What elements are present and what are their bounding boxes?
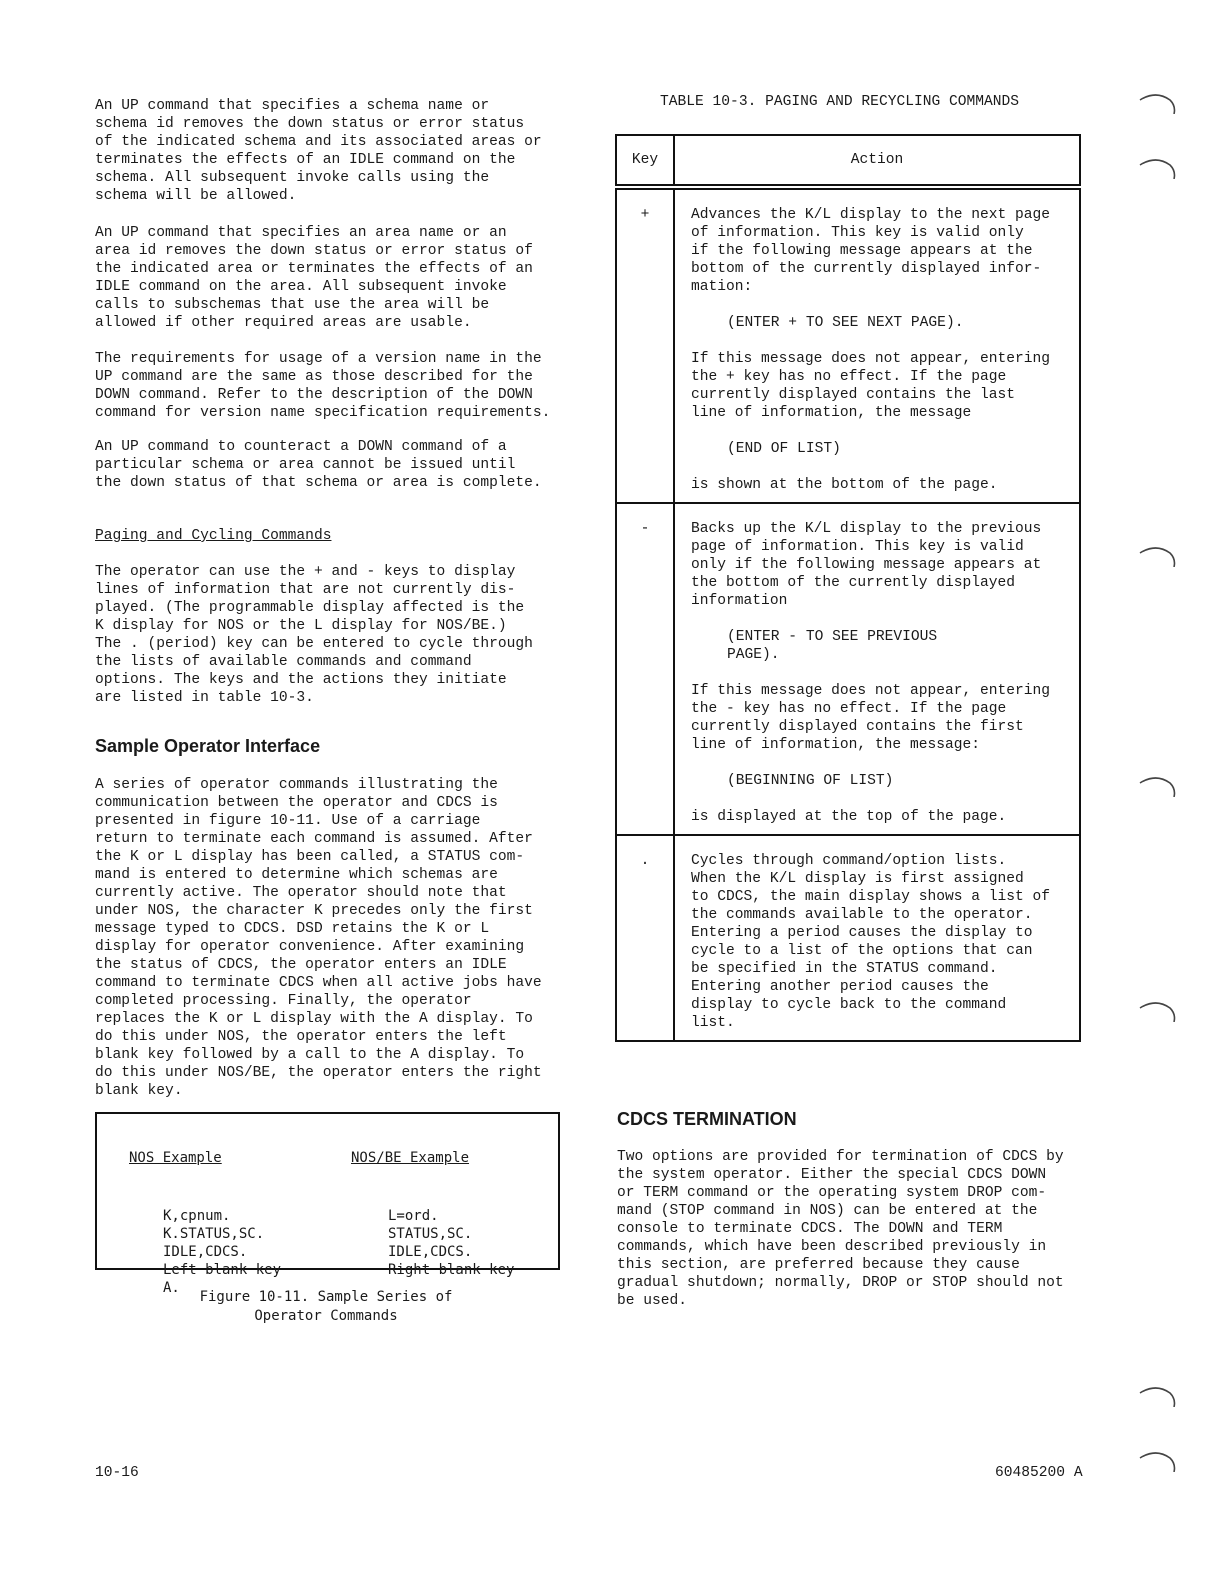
action-text: is displayed at the top of the page. <box>691 809 1007 825</box>
action-message: (BEGINNING OF LIST) <box>727 773 894 789</box>
action-message: (ENTER + TO SEE NEXT PAGE). <box>727 315 964 331</box>
action-text: If this message does not appear, entering the + key has no effect. If the page currently displayed contains the last line of information, the message <box>691 351 1051 421</box>
table-row <box>616 503 1080 835</box>
nosbe-example-heading: NOS/BE Example <box>351 1150 470 1166</box>
nos-example-heading: NOS Example <box>129 1150 222 1166</box>
paragraph-up-area: An UP command that specifies an area name or an area id removes the down status or error status of the indicated area or terminates the effects of an IDLE command on the area. All subsequent invoke calls to subschemas that use the area will be allowed if other required areas are usable. <box>95 225 533 331</box>
key-column-header: Key <box>616 135 674 187</box>
action-text: If this message does not appear, entering the - key has no effect. If the page currently displayed contains the first line of information, the message: <box>691 683 1051 753</box>
punch-hole-mark <box>1138 1385 1178 1407</box>
cdcs-termination-heading: CDCS TERMINATION <box>617 1109 797 1129</box>
punch-hole-mark <box>1138 92 1178 114</box>
commands-table <box>615 134 1081 1042</box>
action-message: (ENTER - TO SEE PREVIOUS PAGE). <box>727 629 938 663</box>
punch-hole-mark <box>1138 157 1178 179</box>
key-cell-period: . <box>616 835 674 1041</box>
action-text: Backs up the K/L display to the previous page of information. This key is valid only if the following message appears at the bottom of the currently displayed information <box>691 521 1042 609</box>
punch-hole-mark <box>1138 775 1178 797</box>
key-cell-plus: + <box>616 187 674 503</box>
paragraph-paging: The operator can use the + and - keys to display lines of information that are not currently dis- played. (The programmable display affected is the K display for NOS or the L display for NOS/BE.) The . (period) key can be entered to cycle through the lists of available commands and command options. The keys and the actions they initiate are listed in table 10-3. <box>95 564 533 706</box>
paragraph-version-name: The requirements for usage of a version name in the UP command are the same as those described for the DOWN command. Refer to the description of the DOWN command for version name specification requirements. <box>95 351 551 421</box>
figure-box <box>95 1112 560 1296</box>
action-message: (END OF LIST) <box>727 441 841 457</box>
punch-hole-mark <box>1138 1000 1178 1022</box>
sample-operator-heading: Sample Operator Interface <box>95 736 321 756</box>
nos-example-commands: K,cpnum. K.STATUS,SC. IDLE,CDCS. Left blank key A. <box>163 1208 282 1296</box>
nosbe-example <box>351 1131 514 1297</box>
document-number: 60485200 A <box>995 1465 1083 1481</box>
paragraph-up-schema: An UP command that specifies a schema name or schema id removes the down status or error status of the indicated schema and its associated areas or terminates the effects of an IDLE command on the schema. All subsequent invoke calls using the schema will be allowed. <box>95 98 542 204</box>
page-number: 10-16 <box>95 1465 139 1481</box>
punch-hole-mark <box>1138 545 1178 567</box>
action-text: is shown at the bottom of the page. <box>691 477 998 493</box>
action-cell-plus <box>674 187 1080 503</box>
table-title: TABLE 10-3. PAGING AND RECYCLING COMMANDS <box>660 94 1020 110</box>
paragraph-counteract-down: An UP command to counteract a DOWN command of a particular schema or area cannot be issued until the down status of that schema or area is complete. <box>95 439 542 491</box>
paging-heading: Paging and Cycling Commands <box>95 528 332 544</box>
paragraph-termination: Two options are provided for termination of CDCS by the system operator. Either the special CDCS DOWN or TERM command or the operating system DROP com- mand (STOP command in NOS) can be entered at the console to terminate CDCS. The DOWN and TERM commands, which have been described previously in this section, are preferred because they cause gradual shutdown; normally, DROP or STOP should not be used. <box>617 1149 1064 1309</box>
punch-hole-mark <box>1138 1450 1178 1472</box>
action-text: Advances the K/L display to the next page of information. This key is valid only if the following message appears at the bottom of the currently displayed infor- mation: <box>691 207 1051 295</box>
paragraph-sample: A series of operator commands illustrating the communication between the operator and CDCS is presented in figure 10-11. Use of a carriage return to terminate each command is assumed. After the K or L display has been called, a STATUS com- mand is entered to determine which schemas are currently active. The operator should note that under NOS, the character K precedes only the first message typed to CDCS. DSD retains the K or L display for operator convenience. After examining the status of CDCS, the operator enters an IDLE command to terminate CDCS when all active jobs have completed processing. Finally, the operator replaces the K or L display with the A display. To do this under NOS, the operator enters the left blank key followed by a call to the A display. To do this under NOS/BE, the operator enters the right blank key. <box>95 777 542 1099</box>
key-cell-minus: - <box>616 503 674 835</box>
action-column-header: Action <box>674 135 1080 187</box>
table-row <box>616 187 1080 503</box>
action-cell-period <box>674 835 1080 1041</box>
figure-caption: Figure 10-11. Sample Series of Operator Commands <box>199 1289 453 1324</box>
table-row <box>616 835 1080 1041</box>
table-header-row <box>616 135 1080 187</box>
action-text: Cycles through command/option lists. When the K/L display is first assigned to CDCS, the main display shows a list of the commands available to the operator. Entering a period causes the display to cycle to a list of the options that can be specified in the STATUS command. Entering another period causes the display to cycle back to the command list. <box>691 853 1051 1031</box>
nosbe-example-commands: L=ord. STATUS,SC. IDLE,CDCS. Right blank key <box>388 1208 515 1278</box>
action-cell-minus <box>674 503 1080 835</box>
